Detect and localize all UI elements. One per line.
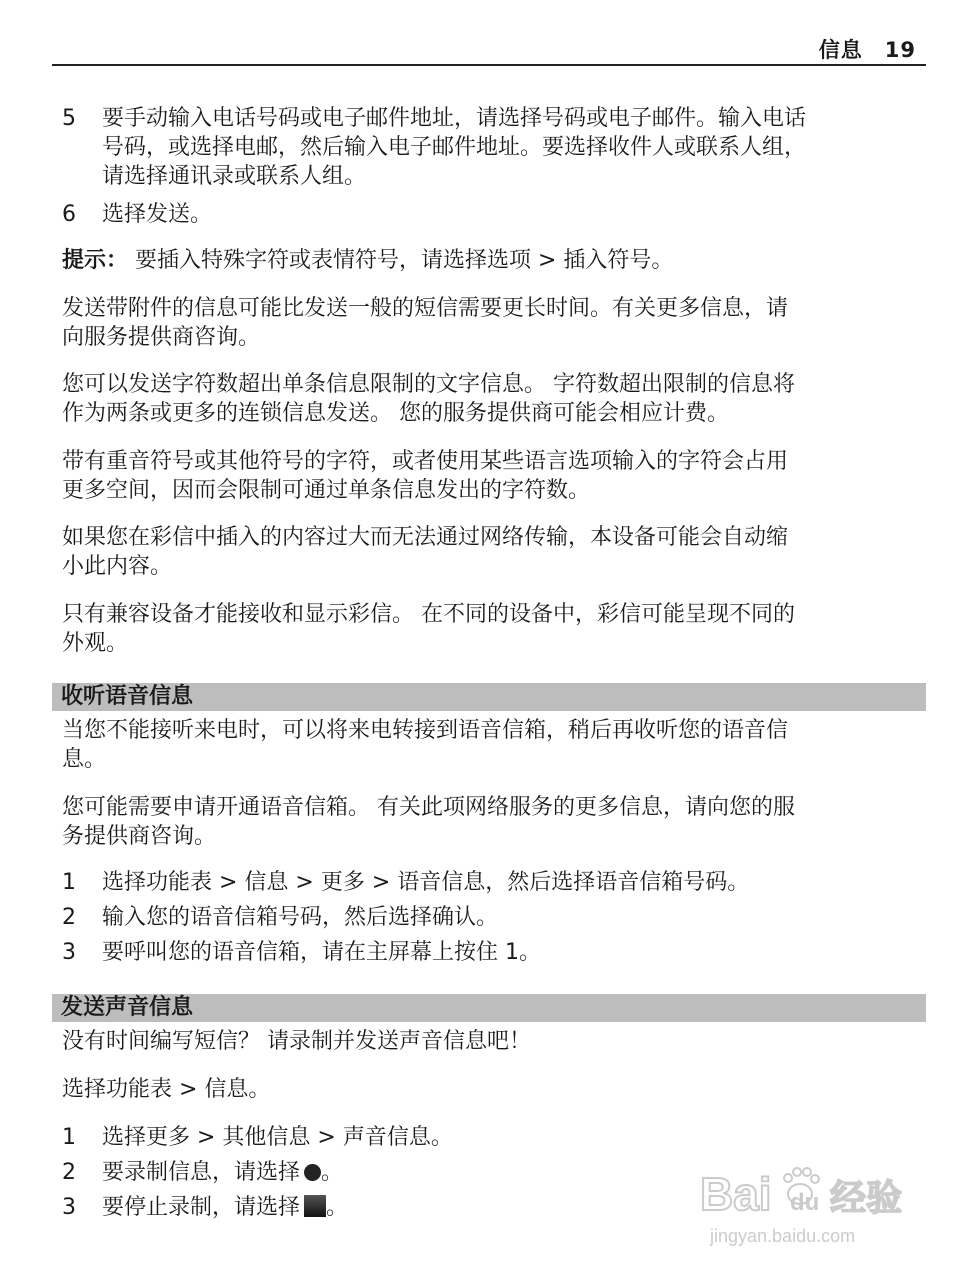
paragraph: 发送带附件的信息可能比发送一般的短信需要更长时间。有关更多信息，请 向服务提供商咨询。 <box>62 296 789 350</box>
paragraph: 带有重音符号或其他符号的字符，或者使用某些语言选项输入的字符会占用 更多空间，因而会限制可通过单条信息发出的字符数。 <box>62 449 789 503</box>
tip-label: 提示： <box>62 248 129 273</box>
record-icon <box>304 1164 321 1181</box>
voice-steps <box>62 868 922 967</box>
page-header <box>52 34 926 66</box>
tip-text: 要插入特殊字符或表情符号，请选择选项 > 插入符号。 <box>135 248 674 273</box>
paragraph: 选择功能表 > 信息。 <box>62 1077 271 1102</box>
paragraph: 如果您在彩信中插入的内容过大而无法通过网络传输，本设备可能会自动缩 小此内容。 <box>62 525 789 579</box>
svg-text:jingyan.baidu.com: jingyan.baidu.com <box>710 1226 856 1246</box>
stop-icon <box>304 1195 326 1217</box>
tip-paragraph <box>62 246 922 275</box>
paragraph: 您可以发送字符数超出单条信息限制的文字信息。 字符数超出限制的信息将 作为两条或更多的连锁信息发送。 您的服务提供商可能会相应计费。 <box>62 372 795 426</box>
list-item: 1 选择功能表 > 信息 > 更多 > 语音信息，然后选择语音信箱号码。 <box>62 870 750 895</box>
svg-text:Bai: Bai <box>700 1168 772 1220</box>
list-item: 5 要手动输入电话号码或电子邮件地址，请选择号码或电子邮件。输入电话 号码，或选择电邮，然后输入电子邮件地址。要选择收件人或联系人组， 请选择通讯录或联系人组。 <box>62 106 807 189</box>
list-item: 1 选择更多 > 其他信息 > 声音信息。 <box>62 1125 453 1150</box>
list-item: 2 要录制信息，请选择 。 <box>62 1160 344 1185</box>
svg-text:du: du <box>790 1189 820 1216</box>
list-item: 3 要呼叫您的语音信箱，请在主屏幕上按住 1。 <box>62 940 541 965</box>
baidu-watermark <box>690 1150 930 1260</box>
top-steps <box>62 104 922 229</box>
paragraph: 您可能需要申请开通语音信箱。 有关此项网络服务的更多信息，请向您的服 务提供商咨询。 <box>62 795 795 849</box>
paragraph: 只有兼容设备才能接收和显示彩信。 在不同的设备中，彩信可能呈现不同的 外观。 <box>62 602 795 656</box>
list-item: 2 输入您的语音信箱号码，然后选择确认。 <box>62 905 499 930</box>
paragraph: 没有时间编写短信？ 请录制并发送声音信息吧！ <box>62 1029 531 1054</box>
header-title: 信息 <box>818 38 863 62</box>
page-number: 19 <box>884 38 916 62</box>
section-heading-voice: 收听语音信息 <box>52 683 926 711</box>
svg-text:经验: 经验 <box>830 1178 903 1219</box>
list-item: 6 选择发送。 <box>62 202 213 227</box>
baidu-logo <box>690 1150 930 1260</box>
paragraph: 当您不能接听来电时，可以将来电转接到语音信箱，稍后再收听您的语音信 息。 <box>62 718 789 772</box>
section-heading-sound: 发送声音信息 <box>52 994 926 1022</box>
list-item: 3 要停止录制，请选择 。 <box>62 1195 349 1220</box>
